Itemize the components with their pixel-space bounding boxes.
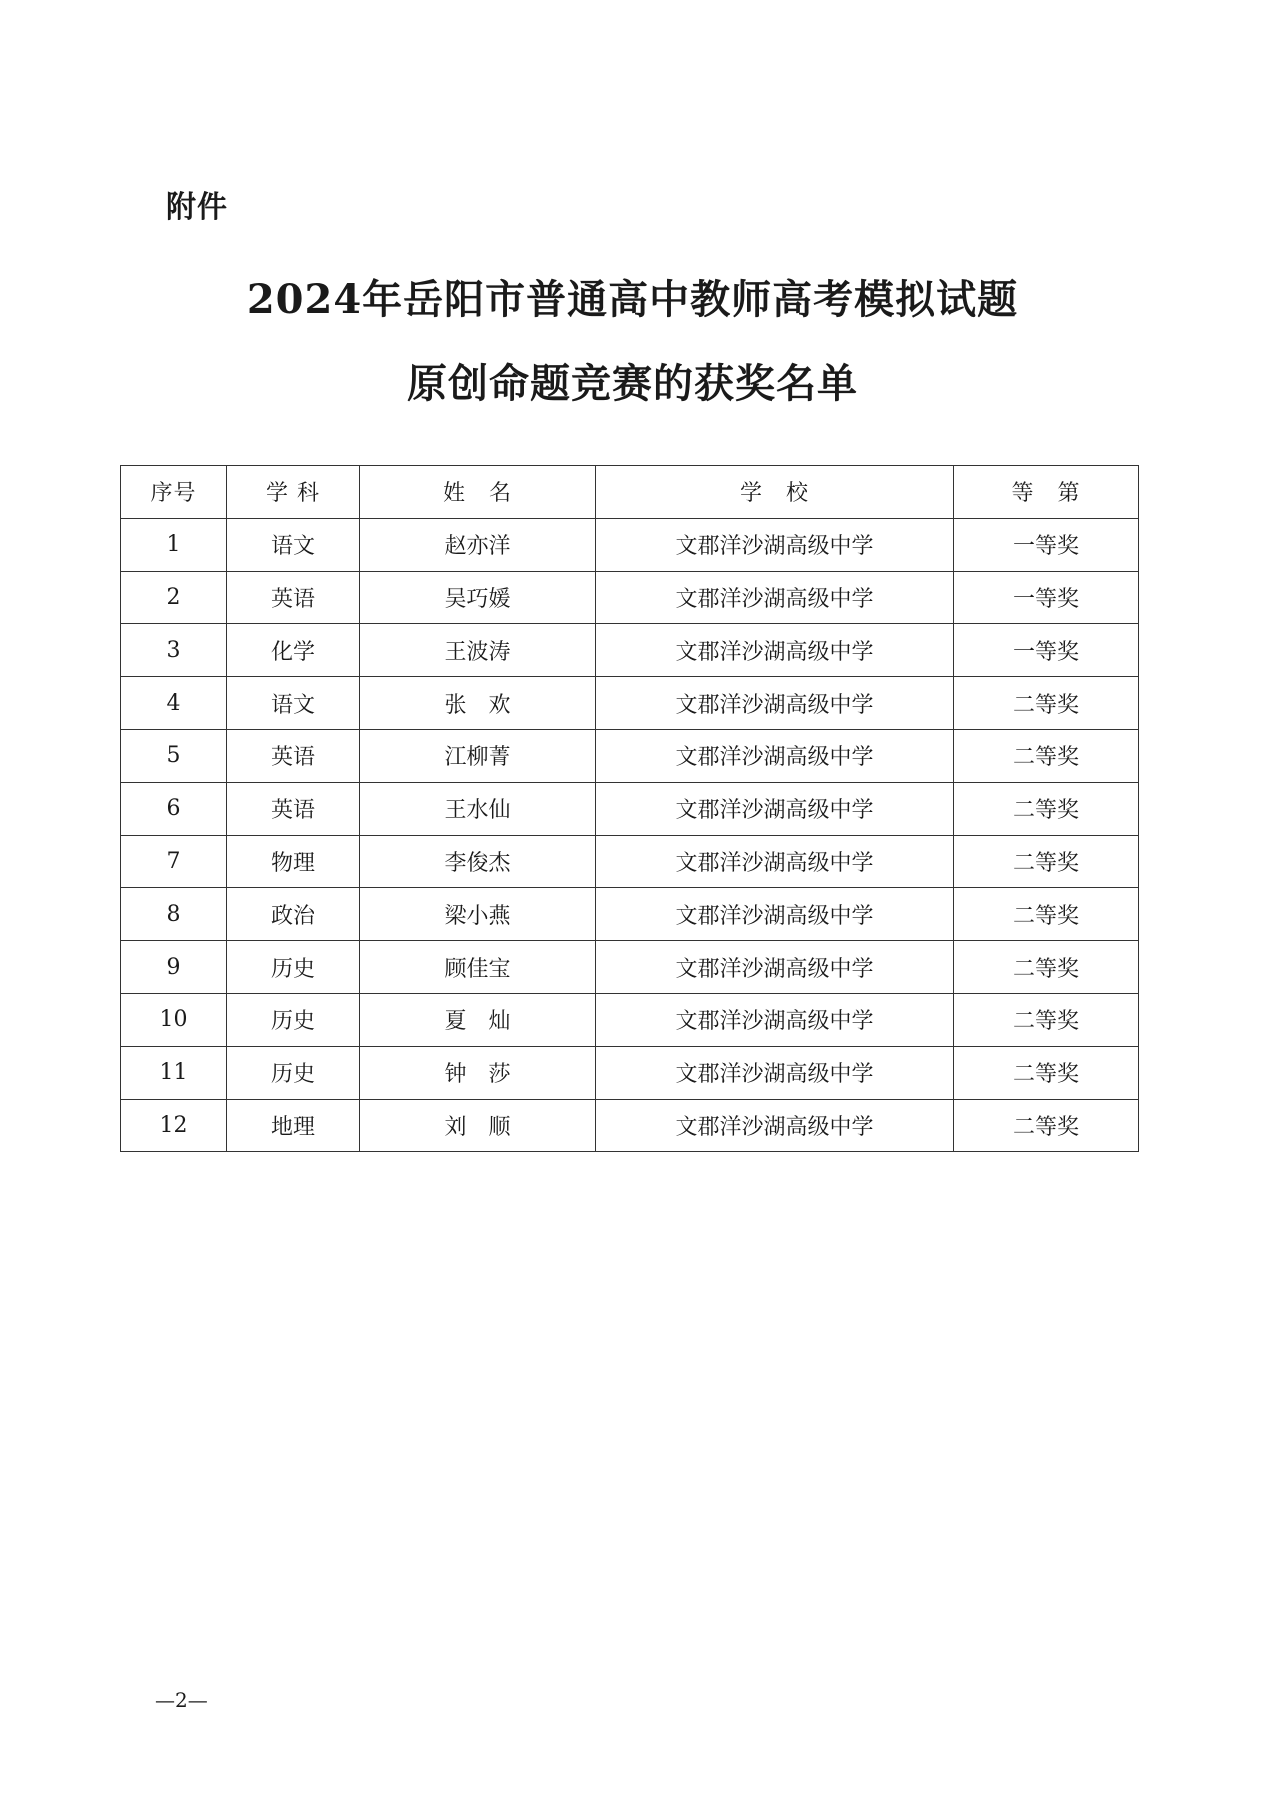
cell-name: 钟 莎 bbox=[360, 1046, 596, 1099]
cell-subject: 英语 bbox=[227, 571, 360, 624]
cell-school: 文郡洋沙湖高级中学 bbox=[596, 941, 954, 994]
cell-school: 文郡洋沙湖高级中学 bbox=[596, 782, 954, 835]
cell-award: 二等奖 bbox=[954, 941, 1139, 994]
table-row bbox=[121, 571, 1139, 624]
cell-school: 文郡洋沙湖高级中学 bbox=[596, 993, 954, 1046]
cell-award: 二等奖 bbox=[954, 993, 1139, 1046]
cell-subject: 历史 bbox=[227, 1046, 360, 1099]
cell-school: 文郡洋沙湖高级中学 bbox=[596, 1046, 954, 1099]
cell-index: 10 bbox=[121, 993, 227, 1046]
cell-index: 7 bbox=[121, 835, 227, 888]
cell-index: 11 bbox=[121, 1046, 227, 1099]
table-row bbox=[121, 941, 1139, 994]
table-row bbox=[121, 624, 1139, 677]
cell-name: 夏 灿 bbox=[360, 993, 596, 1046]
table-row bbox=[121, 993, 1139, 1046]
cell-award: 一等奖 bbox=[954, 571, 1139, 624]
cell-award: 二等奖 bbox=[954, 677, 1139, 730]
table-row bbox=[121, 835, 1139, 888]
cell-name: 李俊杰 bbox=[360, 835, 596, 888]
document-title-line2: 原创命题竞赛的获奖名单 bbox=[407, 360, 858, 407]
cell-name: 顾佳宝 bbox=[360, 941, 596, 994]
cell-index: 2 bbox=[121, 571, 227, 624]
cell-award: 二等奖 bbox=[954, 1046, 1139, 1099]
table-row bbox=[121, 1099, 1139, 1152]
cell-subject: 语文 bbox=[227, 677, 360, 730]
document-title-line1: 2024年岳阳市普通高中教师高考模拟试题 bbox=[246, 276, 1019, 323]
cell-subject: 化学 bbox=[227, 624, 360, 677]
table-row bbox=[121, 518, 1139, 571]
cell-subject: 英语 bbox=[227, 782, 360, 835]
cell-name: 王波涛 bbox=[360, 624, 596, 677]
cell-index: 8 bbox=[121, 888, 227, 941]
cell-subject: 物理 bbox=[227, 835, 360, 888]
cell-index: 1 bbox=[121, 518, 227, 571]
cell-school: 文郡洋沙湖高级中学 bbox=[596, 835, 954, 888]
cell-school: 文郡洋沙湖高级中学 bbox=[596, 729, 954, 782]
cell-name: 刘 顺 bbox=[360, 1099, 596, 1152]
cell-school: 文郡洋沙湖高级中学 bbox=[596, 677, 954, 730]
attachment-label: 附件 bbox=[166, 190, 228, 225]
header-name: 姓 名 bbox=[360, 466, 596, 519]
cell-index: 3 bbox=[121, 624, 227, 677]
cell-name: 吴巧媛 bbox=[360, 571, 596, 624]
cell-subject: 历史 bbox=[227, 993, 360, 1046]
cell-index: 4 bbox=[121, 677, 227, 730]
table-row bbox=[121, 782, 1139, 835]
cell-school: 文郡洋沙湖高级中学 bbox=[596, 624, 954, 677]
cell-index: 12 bbox=[121, 1099, 227, 1152]
award-winners-table bbox=[120, 465, 1139, 1152]
cell-name: 梁小燕 bbox=[360, 888, 596, 941]
cell-subject: 英语 bbox=[227, 729, 360, 782]
table-row bbox=[121, 1046, 1139, 1099]
cell-index: 6 bbox=[121, 782, 227, 835]
header-index: 序号 bbox=[121, 466, 227, 519]
table-row bbox=[121, 729, 1139, 782]
header-award: 等 第 bbox=[954, 466, 1139, 519]
cell-subject: 语文 bbox=[227, 518, 360, 571]
cell-award: 二等奖 bbox=[954, 835, 1139, 888]
table-row bbox=[121, 888, 1139, 941]
cell-award: 二等奖 bbox=[954, 782, 1139, 835]
cell-index: 9 bbox=[121, 941, 227, 994]
cell-award: 二等奖 bbox=[954, 729, 1139, 782]
header-subject: 学 科 bbox=[227, 466, 360, 519]
page-number: —2— bbox=[155, 1688, 208, 1712]
cell-index: 5 bbox=[121, 729, 227, 782]
table-row bbox=[121, 677, 1139, 730]
table-header-row bbox=[121, 466, 1139, 519]
cell-award: 二等奖 bbox=[954, 1099, 1139, 1152]
cell-school: 文郡洋沙湖高级中学 bbox=[596, 888, 954, 941]
header-school: 学 校 bbox=[596, 466, 954, 519]
cell-award: 一等奖 bbox=[954, 518, 1139, 571]
cell-school: 文郡洋沙湖高级中学 bbox=[596, 571, 954, 624]
cell-name: 赵亦洋 bbox=[360, 518, 596, 571]
cell-subject: 政治 bbox=[227, 888, 360, 941]
cell-subject: 历史 bbox=[227, 941, 360, 994]
cell-school: 文郡洋沙湖高级中学 bbox=[596, 518, 954, 571]
cell-name: 王水仙 bbox=[360, 782, 596, 835]
cell-name: 张 欢 bbox=[360, 677, 596, 730]
cell-school: 文郡洋沙湖高级中学 bbox=[596, 1099, 954, 1152]
cell-award: 二等奖 bbox=[954, 888, 1139, 941]
cell-name: 江柳菁 bbox=[360, 729, 596, 782]
cell-award: 一等奖 bbox=[954, 624, 1139, 677]
cell-subject: 地理 bbox=[227, 1099, 360, 1152]
